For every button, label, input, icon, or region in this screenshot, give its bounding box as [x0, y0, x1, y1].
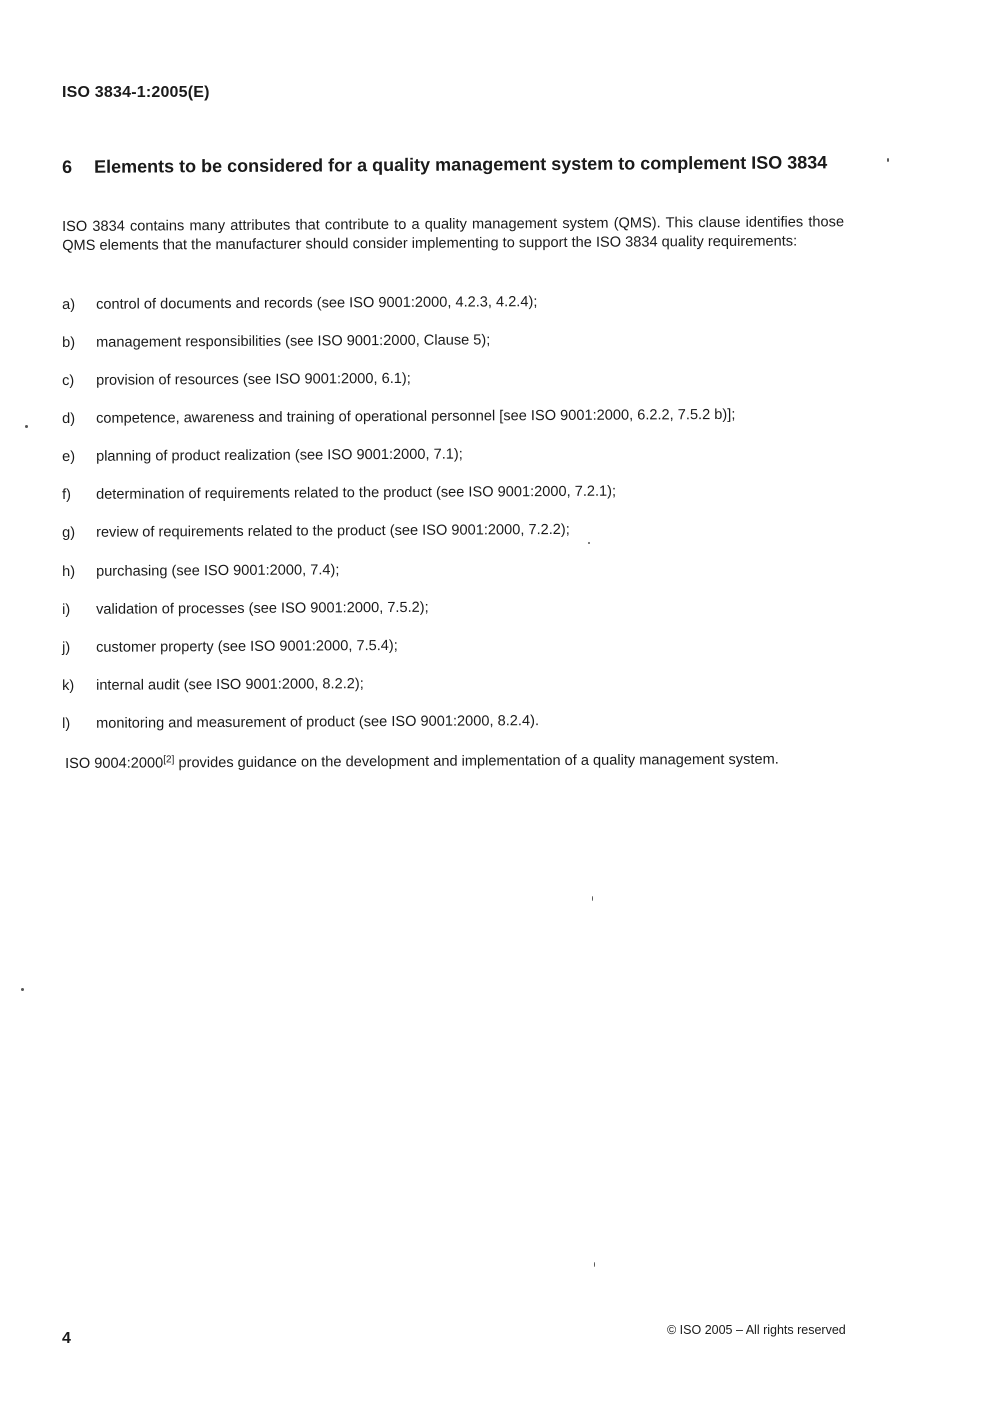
- closing-prefix: ISO 9004:2000: [65, 755, 164, 772]
- list-item: [62, 710, 862, 733]
- list-item-text: customer property (see ISO 9001:2000, 7.5.4);: [96, 637, 398, 656]
- list-item: [62, 367, 862, 390]
- page-number: 4: [62, 1330, 71, 1347]
- list-item: [62, 443, 862, 466]
- section-title: Elements to be considered for a quality management system to complement ISO 3834: [94, 152, 828, 177]
- list-item-text: monitoring and measurement of product (see ISO 9001:2000, 8.2.4).: [96, 713, 540, 732]
- list-item: [62, 291, 862, 314]
- list-item-text: competence, awareness and training of operational personnel [see ISO 9001:2000, 6.2.2, 7.5.2 b)];: [96, 406, 736, 427]
- list-item: [62, 481, 862, 504]
- list-item: [62, 672, 862, 695]
- list-marker: e): [62, 448, 76, 465]
- scan-speck: [592, 896, 593, 901]
- list-marker: d): [62, 410, 76, 427]
- list-item: [62, 596, 862, 619]
- list-marker: i): [62, 601, 71, 618]
- scan-speck: [594, 1262, 595, 1267]
- list-item-text: control of documents and records (see ISO 9001:2000, 4.2.3, 4.2.4);: [96, 294, 538, 313]
- list-marker: a): [62, 296, 76, 313]
- list-item-text: internal audit (see ISO 9001:2000, 8.2.2);: [96, 676, 364, 694]
- closing-paragraph: [65, 747, 865, 773]
- list-item: [62, 519, 862, 542]
- list-item-text: validation of processes (see ISO 9001:2000, 7.5.2);: [96, 599, 429, 618]
- list-marker: g): [62, 524, 76, 541]
- list-marker: b): [62, 334, 76, 351]
- list-item: [62, 558, 862, 581]
- document-identifier: ISO 3834-1:2005(E): [62, 84, 210, 101]
- closing-suffix: provides guidance on the development and implementation of a quality management system.: [174, 751, 779, 772]
- list-item-text: determination of requirements related to the product (see ISO 9001:2000, 7.2.1);: [96, 483, 617, 503]
- scan-speck: [25, 425, 28, 428]
- scan-speck: [21, 988, 24, 991]
- copyright-notice: © ISO 2005 – All rights reserved: [667, 1323, 846, 1337]
- scan-speck: [887, 158, 889, 162]
- list-marker: h): [62, 563, 76, 580]
- list-marker: j): [62, 639, 71, 656]
- list-item-text: purchasing (see ISO 9001:2000, 7.4);: [96, 562, 340, 580]
- list-marker: f): [62, 486, 72, 503]
- list-item-text: management responsibilities (see ISO 9001:2000, Clause 5);: [96, 332, 491, 351]
- intro-paragraph: ISO 3834 contains many attributes that contribute to a quality management system (QMS). This clause identifies those QMS elements that the manufacturer should consider implementing to support the ISO 3834 quality requirements:: [62, 214, 845, 254]
- list-item: [62, 634, 862, 657]
- list-item-text: review of requirements related to the product (see ISO 9001:2000, 7.2.2);: [96, 521, 570, 541]
- list-marker: k): [62, 677, 75, 694]
- section-heading: [62, 151, 882, 178]
- list-item-text: planning of product realization (see ISO 9001:2000, 7.1);: [96, 446, 463, 465]
- list-marker: c): [62, 372, 75, 389]
- list-item: [62, 329, 862, 352]
- section-number: 6: [62, 156, 73, 177]
- scan-speck: [588, 542, 590, 544]
- list-item: [62, 405, 862, 428]
- list-item-text: provision of resources (see ISO 9001:2000, 6.1);: [96, 370, 411, 389]
- list-marker: l): [62, 715, 71, 732]
- bibliography-reference: [2]: [163, 754, 175, 766]
